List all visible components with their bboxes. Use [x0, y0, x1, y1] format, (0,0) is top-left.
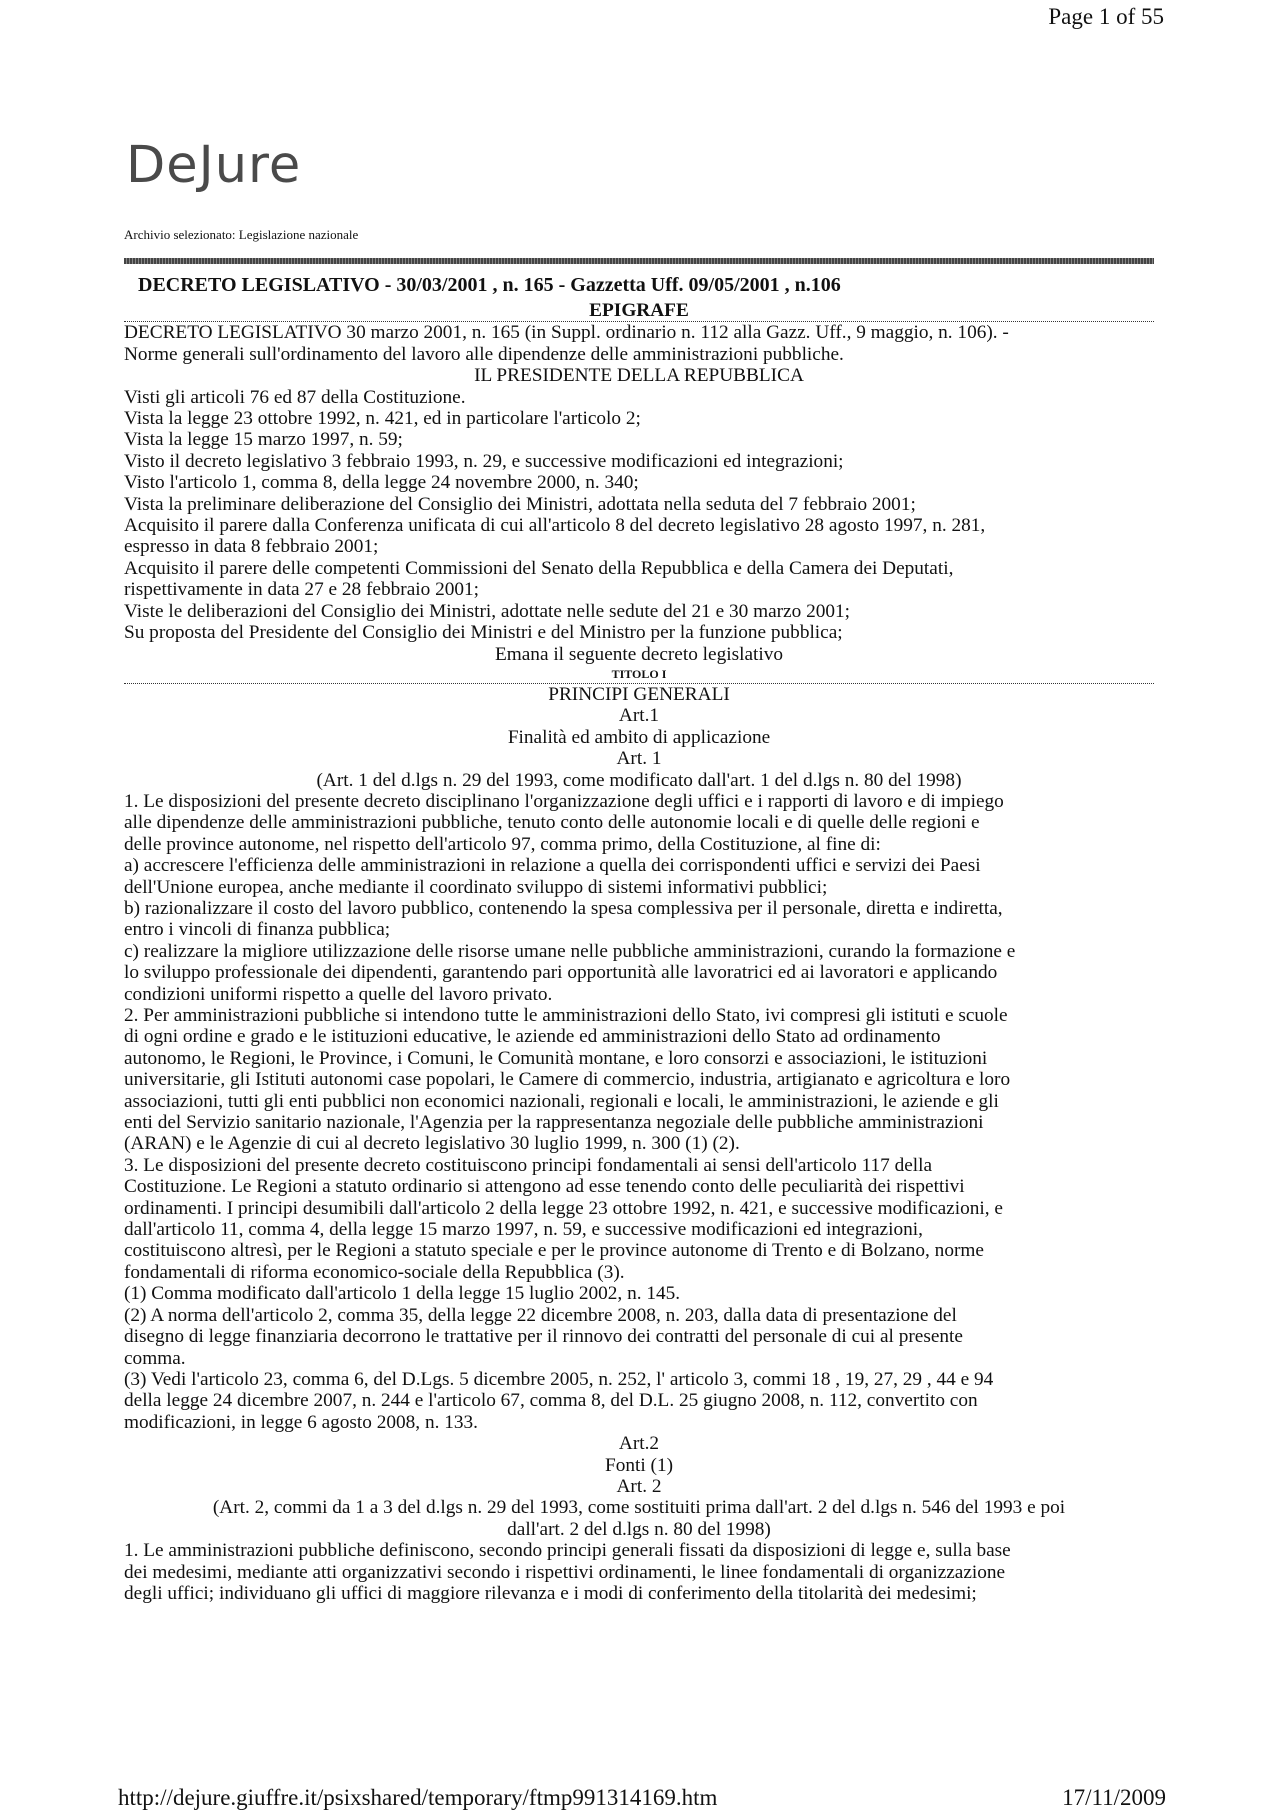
text-line: (ARAN) e le Agenzie di cui al decreto legislativo 30 luglio 1999, n. 300 (1) (2). [124, 1133, 740, 1155]
art2-text [124, 1540, 1154, 1604]
text-line: modificazioni, in legge 6 agosto 2008, n. 133. [124, 1411, 478, 1433]
epigrafe-line: Norme generali sull'ordinamento del lavoro alle dipendenze delle amministrazioni pubbliche. [124, 343, 844, 365]
document-body [124, 270, 1154, 1604]
preamble-line: Visti gli articoli 76 ed 87 della Costituzione. [124, 386, 466, 408]
text-line: autonomo, le Regioni, le Province, i Comuni, le Comunità montane, e loro consorzi e associazioni, le istituzioni [124, 1047, 988, 1069]
preamble-line: Visto il decreto legislativo 3 febbraio 1993, n. 29, e successive modificazioni ed integrazioni; [124, 450, 844, 472]
text-line: delle province autonome, nel rispetto dell'articolo 97, comma primo, della Costituzione, al fine di: [124, 833, 881, 855]
source-line: (Art. 2, commi da 1 a 3 del d.lgs n. 29 del 1993, come sostituiti prima dall'art. 2 del d.lgs n. 546 del 1993 e poi [212, 1497, 1066, 1519]
text-line: enti del Servizio sanitario nazionale, l'Agenzia per la rappresentanza negoziale delle pubbliche amministrazioni [124, 1112, 984, 1134]
text-line: a) accrescere l'efficienza delle amministrazioni in relazione a quella dei corrispondenti uffici e servizi dei Paesi [124, 855, 981, 877]
preamble-line: Acquisito il parere dalla Conferenza unificata di cui all'articolo 8 del decreto legislativo 28 agosto 1997, n. 281, [124, 515, 986, 537]
text-line: costituiscono altresì, per le Regioni a statuto speciale e per le province autonome di Trento e di Bolzano, norme [124, 1240, 984, 1262]
decree-title: DECRETO LEGISLATIVO - 30/03/2001 , n. 165 - Gazzetta Uff. 09/05/2001 , n.106 [138, 274, 841, 296]
text-line: 1. Le disposizioni del presente decreto disciplinano l'organizzazione degli uffici e i rapporti di lavoro e di impiego [124, 790, 1004, 812]
preamble-line: rispettivamente in data 27 e 28 febbraio 2001; [124, 579, 479, 601]
preamble [124, 387, 1154, 644]
dejure-logo: DeJure [126, 136, 302, 195]
art2-title: Fonti (1) [604, 1454, 674, 1476]
text-line: associazioni, tutti gli enti pubblici non economici nazionali, regionali e locali, le amministrazioni, le aziende e gli [124, 1090, 999, 1112]
text-line: dell'Unione europea, anche mediante il coordinato sviluppo di sistemi informativi pubblici; [124, 876, 828, 898]
titolo-heading: TITOLO I [611, 666, 667, 681]
art1-title: Finalità ed ambito di applicazione [507, 726, 771, 748]
text-line: della legge 24 dicembre 2007, n. 244 e l'articolo 67, comma 8, del D.L. 25 giugno 2008, n. 112, convertito con [124, 1390, 978, 1412]
header-divider [124, 258, 1154, 264]
text-line: comma. [124, 1347, 186, 1369]
text-line: (1) Comma modificato dall'articolo 1 della legge 15 luglio 2002, n. 145. [124, 1283, 681, 1305]
text-line: di ogni ordine e grado e le istituzioni educative, le aziende ed amministrazioni dello Stato ad ordinamento [124, 1026, 941, 1048]
footer-date: 17/11/2009 [1062, 1785, 1166, 1810]
epigrafe-text [124, 322, 1154, 365]
footer-url: http://dejure.giuffre.it/psixshared/temporary/ftmp991314169.htm [118, 1785, 718, 1810]
art1-heading: Art.1 [618, 705, 660, 727]
preamble-line: Su proposta del Presidente del Consiglio dei Ministri e del Ministro per la funzione pubblica; [124, 622, 843, 644]
page-number: Page 1 of 55 [1048, 4, 1164, 29]
preamble-line: espresso in data 8 febbraio 2001; [124, 536, 379, 558]
epigrafe-heading: EPIGRAFE [589, 300, 689, 321]
text-line: (3) Vedi l'articolo 23, comma 6, del D.Lgs. 5 dicembre 2005, n. 252, l' articolo 3, commi 18 , 19, 27, 29 , 44 e 94 [124, 1368, 994, 1390]
text-line: disegno di legge finanziaria decorrono le trattative per il rinnovo dei contratti del personale di cui al presente [124, 1326, 963, 1348]
principi-heading: PRINCIPI GENERALI [548, 683, 730, 705]
art1-text [124, 791, 1154, 1433]
text-line: (2) A norma dell'articolo 2, comma 35, della legge 22 dicembre 2008, n. 203, dalla data di presentazione del [124, 1304, 957, 1326]
text-line: 2. Per amministrazioni pubbliche si intendono tutte le amministrazioni dello Stato, ivi compresi gli istituti e scuole [124, 1005, 1008, 1026]
preamble-line: Viste le deliberazioni del Consiglio dei Ministri, adottate nelle sedute del 21 e 30 marzo 2001; [124, 600, 850, 622]
preamble-line: Acquisito il parere delle competenti Commissioni del Senato della Repubblica e della Camera dei Deputati, [124, 557, 954, 579]
text-line: c) realizzare la migliore utilizzazione delle risorse umane nelle pubbliche amministrazioni, curando la formazione e [124, 940, 1016, 962]
text-line: condizioni uniformi rispetto a quelle del lavoro privato. [124, 983, 553, 1005]
text-line: ordinamenti. I principi desumibili dall'articolo 2 della legge 23 ottobre 1992, n. 421, e successive modificazioni, e [124, 1197, 1003, 1219]
art2-subheading: Art. 2 [616, 1475, 662, 1497]
text-line: lo sviluppo professionale dei dipendenti, garantendo pari opportunità alle lavoratrici ed ai lavoratori e applicando [124, 962, 998, 984]
archive-label: Archivio selezionato: Legislazione nazionale [124, 227, 359, 242]
emana-line: Emana il seguente decreto legislativo [494, 643, 784, 665]
preamble-line: Vista la preliminare deliberazione del Consiglio dei Ministri, adottata nella seduta del 7 febbraio 2001; [124, 493, 916, 515]
art1-subheading: Art. 1 [616, 748, 662, 770]
preamble-line: Vista la legge 15 marzo 1997, n. 59; [124, 429, 403, 451]
preamble-line: Vista la legge 23 ottobre 1992, n. 421, ed in particolare l'articolo 2; [124, 408, 641, 430]
text-line: fondamentali di riforma economico-sociale della Repubblica (3). [124, 1261, 625, 1283]
text-line: universitarie, gli Istituti autonomi case popolari, le Camere di commercio, industria, artigianato e agricoltura e loro [124, 1069, 1011, 1091]
text-line: 3. Le disposizioni del presente decreto costituiscono principi fondamentali ai sensi dell'articolo 117 della [124, 1154, 933, 1176]
text-line: Costituzione. Le Regioni a statuto ordinario si attengono ad esse tenendo conto delle peculiarità dei rispettivi [124, 1176, 965, 1198]
art1-source: (Art. 1 del d.lgs n. 29 del 1993, come modificato dall'art. 1 del d.lgs n. 80 del 1998) [316, 769, 962, 791]
text-line: degli uffici; individuano gli uffici di maggiore rilevanza e i modi di conferimento della titolarità dei medesimi; [124, 1582, 977, 1604]
president-heading: IL PRESIDENTE DELLA REPUBBLICA [474, 365, 804, 387]
text-line: dall'articolo 11, comma 4, della legge 15 marzo 1997, n. 59, e successive modificazioni ed integrazioni, [124, 1219, 923, 1241]
text-line: entro i vincoli di finanza pubblica; [124, 919, 391, 941]
art2-heading: Art.2 [618, 1433, 660, 1455]
preamble-line: Visto l'articolo 1, comma 8, della legge 24 novembre 2000, n. 340; [124, 472, 639, 494]
text-line: 1. Le amministrazioni pubbliche definiscono, secondo principi generali fissati da disposizioni di legge e, sulla base [124, 1540, 1011, 1562]
text-line: alle dipendenze delle amministrazioni pubbliche, tenuto conto delle autonomie locali e di quelle delle regioni e [124, 812, 980, 834]
source-line: dall'art. 2 del d.lgs n. 80 del 1998) [507, 1518, 771, 1540]
epigrafe-line: DECRETO LEGISLATIVO 30 marzo 2001, n. 165 (in Suppl. ordinario n. 112 alla Gazz. Uff., 9 maggio, n. 106). - [124, 322, 1009, 344]
text-line: dei medesimi, mediante atti organizzativi secondo i rispettivi ordinamenti, le linee fondamentali di organizzazione [124, 1561, 1006, 1583]
art2-source [124, 1497, 1154, 1540]
text-line: b) razionalizzare il costo del lavoro pubblico, contenendo la spesa complessiva per il personale, diretta e indiretta, [124, 897, 1003, 919]
